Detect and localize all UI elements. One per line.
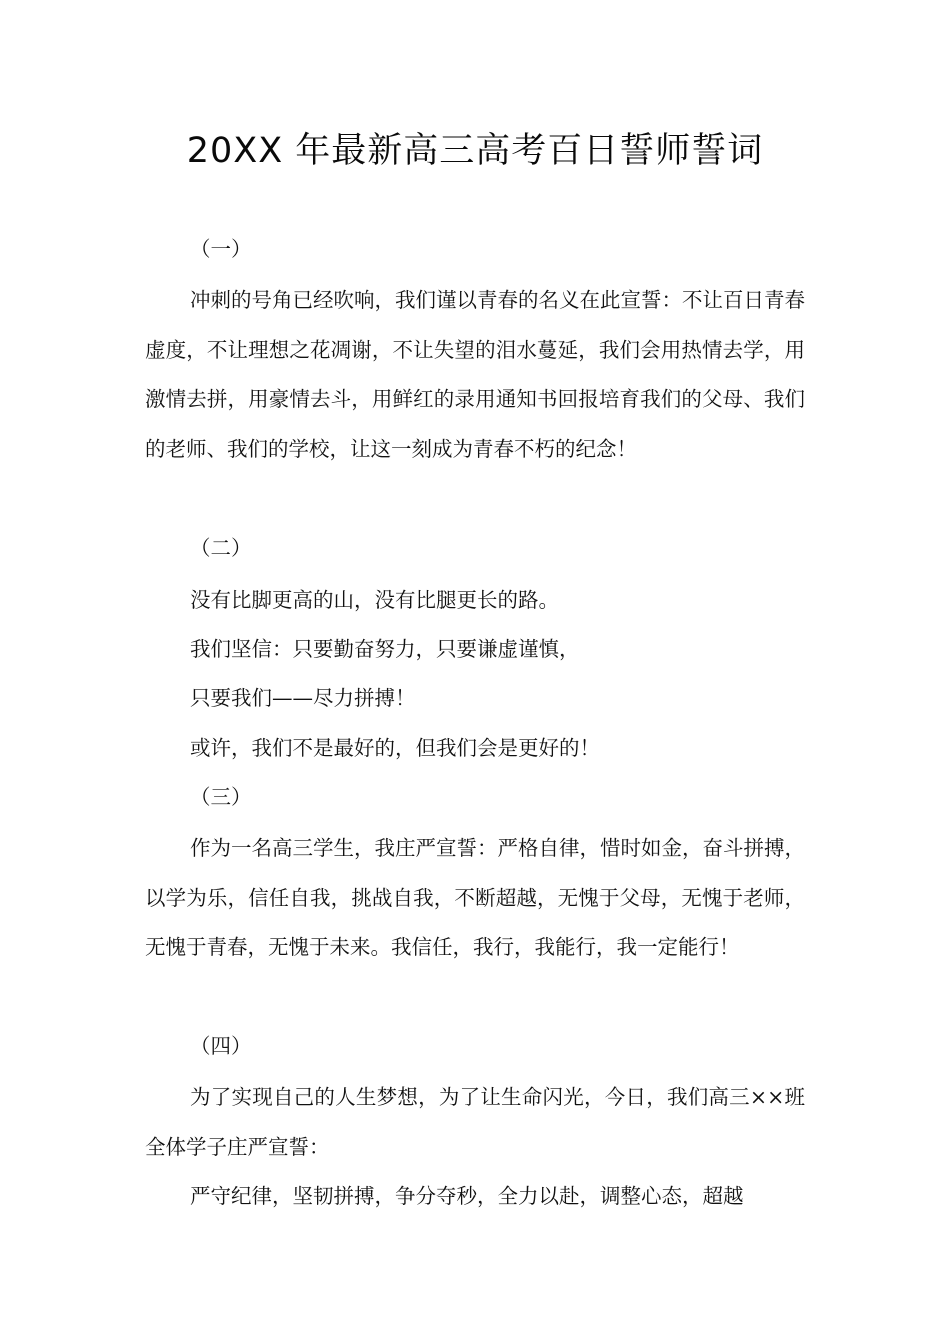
section-2-line-3: 只要我们——尽力拼搏！ — [190, 686, 416, 710]
section-3-paragraph: 作为一名高三学生，我庄严宣誓：严格自律，惜时如金，奋斗拼搏，以学为乐，信任自我，挑战自我，不断超越，无愧于父母，无愧于老师，无愧于青春，无愧于未来。我信任，我行，我能行，我一定能行！ — [145, 836, 805, 959]
section-label-4: （四） — [190, 1034, 252, 1058]
section-2-line-2: 我们坚信：只要勤奋努力，只要谦虚谨慎， — [190, 637, 580, 661]
section-2-line-1: 没有比脚更高的山，没有比腿更长的路。 — [190, 588, 559, 612]
section-label-3: （三） — [190, 785, 252, 809]
section-2-line-4: 或许，我们不是最好的，但我们会是更好的！ — [190, 736, 600, 760]
section-label-2: （二） — [190, 536, 252, 560]
section-label-1: （一） — [190, 237, 252, 261]
document-title: 20XX 年最新高三高考百日誓师誓词 — [186, 131, 764, 171]
section-4-paragraph-1: 为了实现自己的人生梦想，为了让生命闪光，今日，我们高三××班全体学子庄严宣誓： — [145, 1085, 805, 1159]
section-4-paragraph-2: 严守纪律，坚韧拼搏，争分夺秒，全力以赴，调整心态，超越 — [190, 1184, 744, 1208]
section-1-paragraph: 冲刺的号角已经吹响，我们谨以青春的名义在此宣誓：不让百日青春虚度，不让理想之花凋谢，不让失望的泪水蔓延，我们会用热情去学，用激情去拼，用豪情去斗，用鲜红的录用通知书回报培育我们的父母、我们的老师、我们的学校，让这一刻成为青春不朽的纪念！ — [145, 288, 805, 461]
